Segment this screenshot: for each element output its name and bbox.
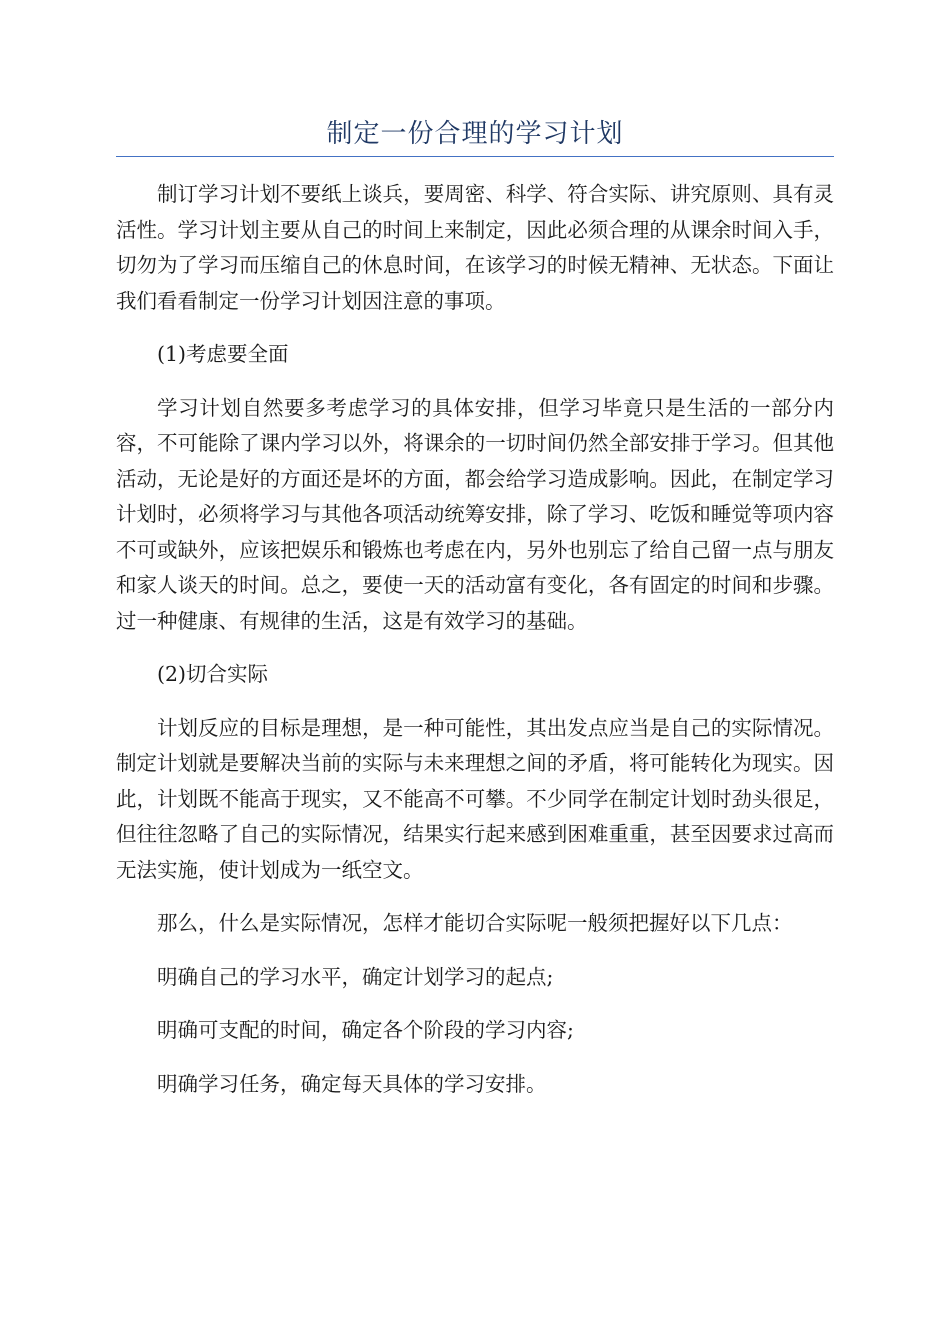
- point-item-2: 明确可支配的时间，确定各个阶段的学习内容;: [157, 1018, 574, 1042]
- intro-paragraph: 制订学习计划不要纸上谈兵，要周密、科学、符合实际、讲究原则、具有灵活性。学习计划主要从自己的时间上来制定，因此必须合理的从课余时间入手，切勿为了学习而压缩自己的休息时间，在该学习的时候无精神、无状态。下面让我们看看制定一份学习计划因注意的事项。: [116, 182, 834, 313]
- section-heading-1: (1)考虑要全面: [157, 342, 289, 366]
- section-1-paragraph: 学习计划自然要多考虑学习的具体安排，但学习毕竟只是生活的一部分内容，不可能除了课内学习以外，将课余的一切时间仍然全部安排于学习。但其他活动，无论是好的方面还是坏的方面，都会给学习造成影响。因此，在制定学习计划时，必须将学习与其他各项活动统筹安排，除了学习、吃饭和睡觉等项内容不可或缺外，应该把娱乐和锻炼也考虑在内，另外也别忘了给自己留一点与朋友和家人谈天的时间。总之，要使一天的活动富有变化，各有固定的时间和步骤。过一种健康、有规律的生活，这是有效学习的基础。: [116, 395, 834, 633]
- title-underline: [116, 156, 834, 157]
- point-item-1: 明确自己的学习水平，确定计划学习的起点;: [157, 964, 554, 989]
- section-heading-2: (2)切合实际: [157, 662, 269, 686]
- section-2-paragraph: 计划反应的目标是理想，是一种可能性，其出发点应当是自己的实际情况。制定计划就是要解决当前的实际与未来理想之间的矛盾，将可能转化为现实。因此，计划既不能高于现实，又不能高不可攀。不少同学在制定计划时劲头很足，但往往忽略了自己的实际情况，结果实行起来感到困难重重，甚至因要求过高而无法实施，使计划成为一纸空文。: [116, 715, 834, 882]
- question-paragraph: 那么，什么是实际情况，怎样才能切合实际呢一般须把握好以下几点：: [157, 911, 793, 935]
- document-page: [116, 0, 834, 1120]
- document-title: 制定一份合理的学习计划: [326, 119, 624, 149]
- point-item-3: 明确学习任务，确定每天具体的学习安排。: [157, 1071, 547, 1096]
